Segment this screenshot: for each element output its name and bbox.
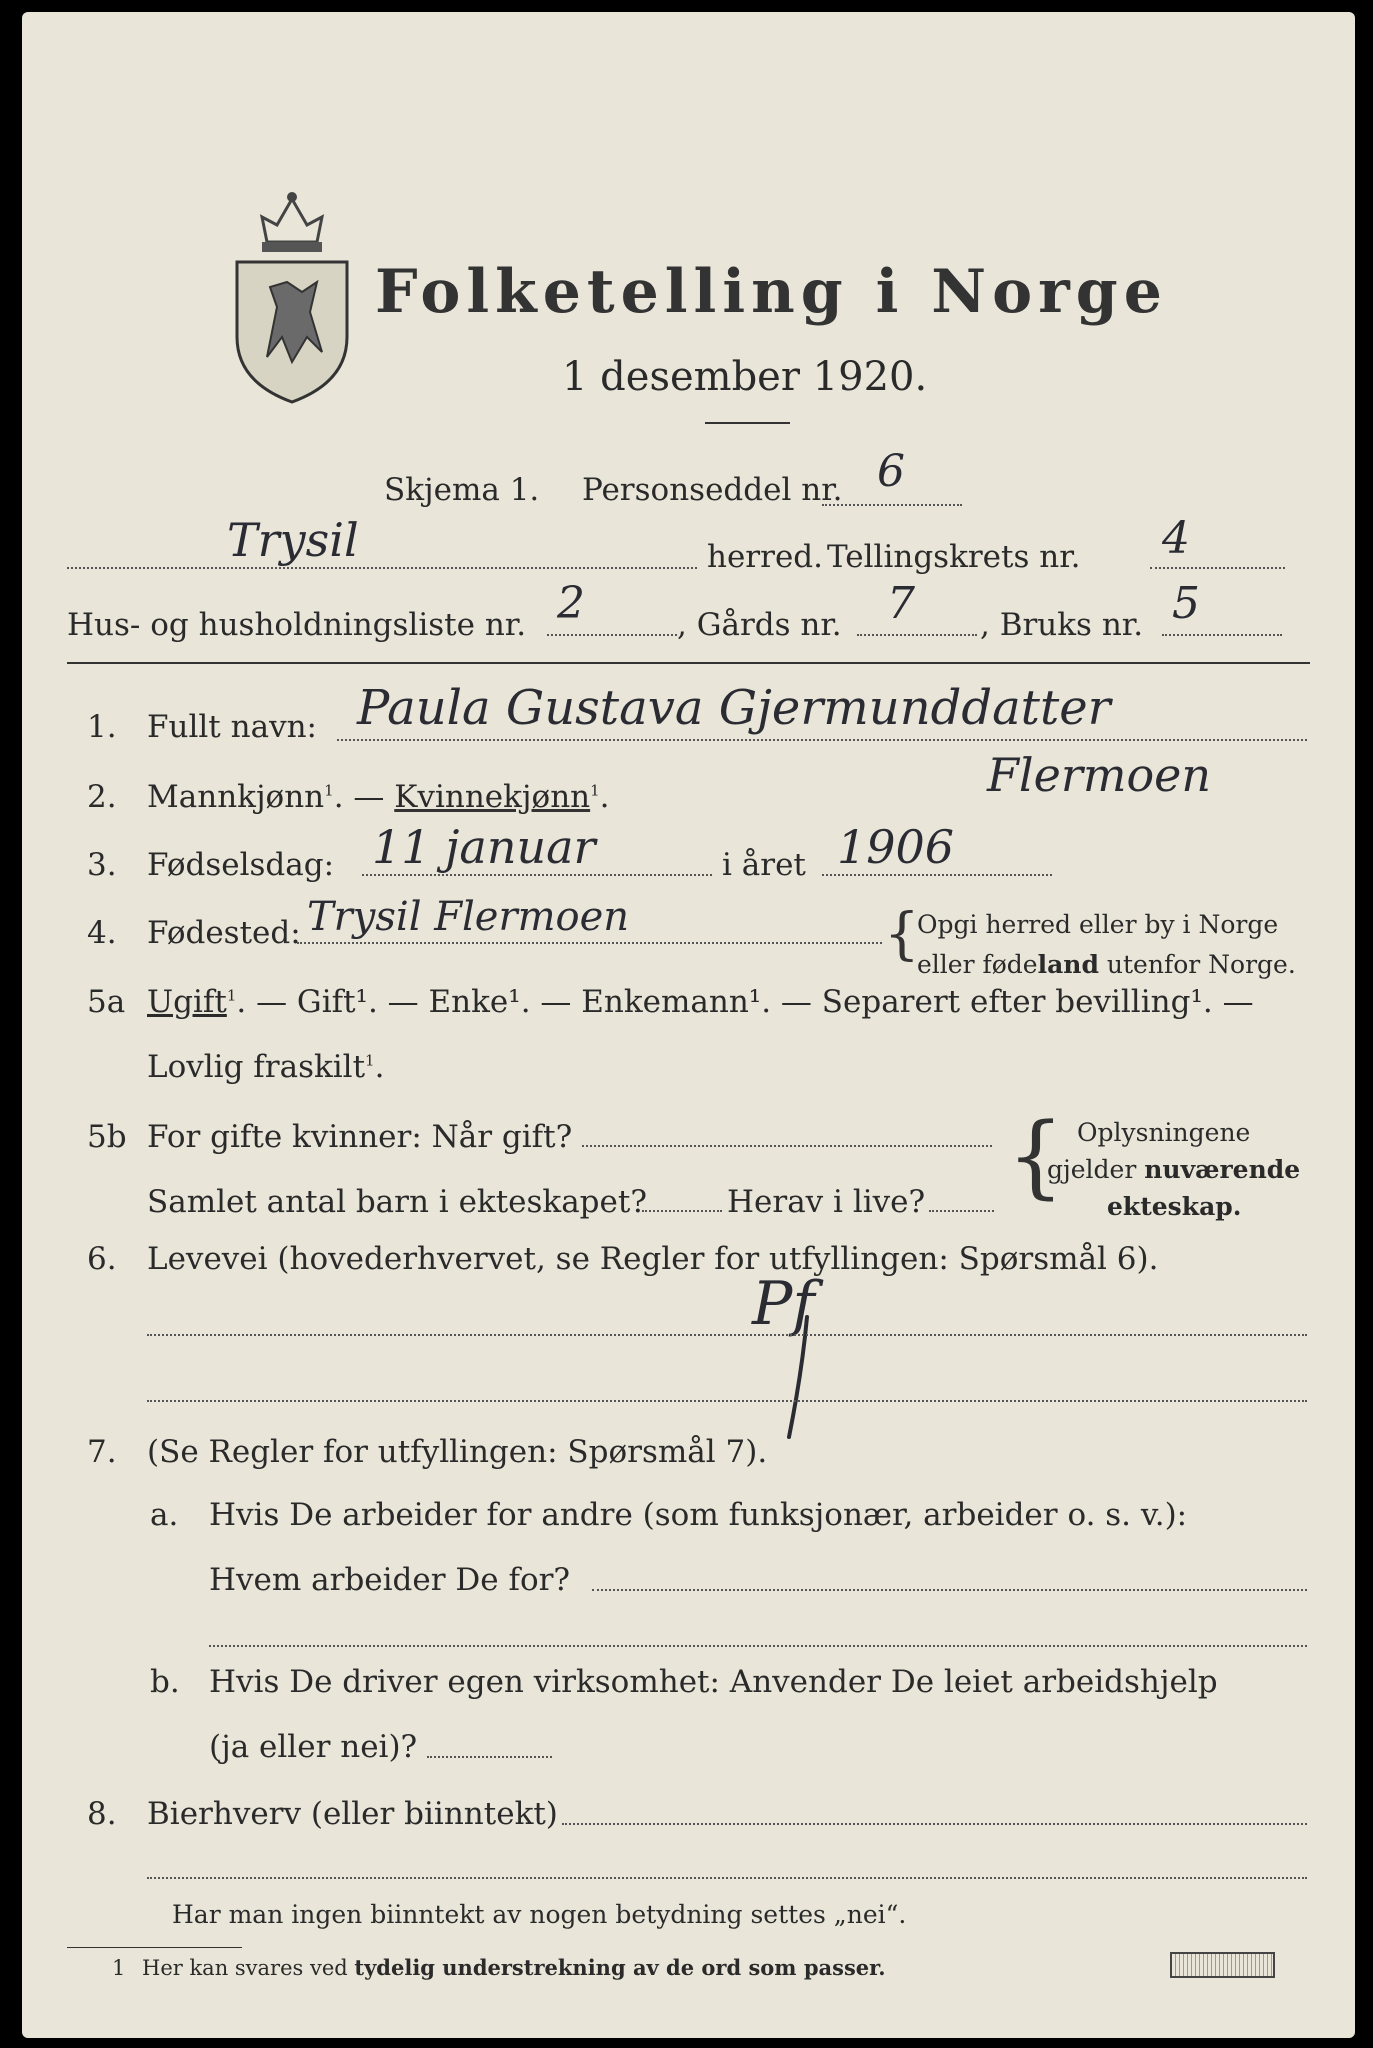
personseddel-label: Personseddel nr. xyxy=(582,472,843,508)
q5b-note-1: Oplysningene xyxy=(1077,1118,1251,1147)
q4-label: Fødested: xyxy=(147,915,301,951)
q4-value: Trysil Flermoen xyxy=(307,894,630,940)
coat-of-arms-icon xyxy=(222,187,362,407)
personseddel-value: 6 xyxy=(877,446,905,497)
husliste-label: Hus- og husholdningsliste nr. xyxy=(67,607,527,643)
q7b-label: Hvis De driver egen virksomhet: Anvender De leiet arbeidshjelp xyxy=(209,1664,1218,1700)
q1-line xyxy=(337,739,1307,741)
q8-line-2 xyxy=(147,1877,1307,1879)
q7a-line-1 xyxy=(592,1589,1307,1591)
q7a-label: Hvis De arbeider for andre (som funksjonær, arbeider o. s. v.): xyxy=(209,1497,1188,1533)
q5a-label-2: Lovlig fraskilt$^1$. xyxy=(147,1049,385,1085)
q7-number: 7. xyxy=(87,1434,117,1470)
q3-year-value: 1906 xyxy=(837,820,955,874)
q5b-brace: { xyxy=(1007,1104,1065,1209)
herred-label: herred. xyxy=(707,539,823,575)
footnote-divider xyxy=(67,1947,242,1948)
husliste-value: 2 xyxy=(557,578,585,629)
q7a-who-label: Hvem arbeider De for? xyxy=(209,1562,571,1598)
q3-label: Fødselsdag: xyxy=(147,847,335,883)
printer-stamp xyxy=(1170,1952,1275,1978)
q1-label: Fullt navn: xyxy=(147,709,317,745)
q7b-letter: b. xyxy=(150,1664,180,1700)
skjema-label: Skjema 1. xyxy=(384,472,540,508)
q7-label: (Se Regler for utfyllingen: Spørsmål 7). xyxy=(147,1434,768,1470)
q6-label: Levevei (hovederhvervet, se Regler for utfyllingen: Spørsmål 6). xyxy=(147,1241,1159,1277)
q5b-alive-line xyxy=(929,1210,994,1212)
q3-year-line xyxy=(822,874,1052,876)
herred-line xyxy=(67,567,697,569)
title-divider xyxy=(705,422,790,424)
q8-line-1 xyxy=(562,1823,1307,1825)
gards-label: , Gårds nr. xyxy=(677,607,842,643)
footnote-text: Her kan svares ved tydelig understrekning av de ord som passer. xyxy=(142,1955,886,1980)
herred-value: Trysil xyxy=(227,513,359,567)
husliste-line xyxy=(547,634,677,636)
q5b-children-line xyxy=(642,1210,722,1212)
tellingskrets-value: 4 xyxy=(1162,513,1190,564)
q3-day-value: 11 januar xyxy=(372,820,596,874)
q4-note-2: eller fødeland utenfor Norge. xyxy=(917,950,1296,979)
q5a-number: 5a xyxy=(87,984,126,1020)
footer-note: Har man ingen biinntekt av nogen betydning settes „nei“. xyxy=(172,1900,907,1929)
q4-note-1: Opgi herred eller by i Norge xyxy=(917,910,1279,939)
q5a-label: Ugift$^1$. — Gift¹. — Enke¹. — Enkemann¹. — Separert efter bevilling¹. — xyxy=(147,984,1254,1020)
q6-line-1 xyxy=(147,1334,1307,1336)
personseddel-line xyxy=(822,504,962,506)
tellingskrets-line xyxy=(1150,567,1285,569)
bruks-line xyxy=(1162,634,1282,636)
bruks-label: , Bruks nr. xyxy=(980,607,1144,643)
q5b-alive-label: Herav i live? xyxy=(727,1184,926,1220)
q3-year-label: i året xyxy=(722,847,806,883)
q5b-note-3: ekteskap. xyxy=(1107,1192,1242,1221)
q5b-line xyxy=(582,1145,992,1147)
q5b-number: 5b xyxy=(87,1119,127,1155)
q7b-yesno-label: (ja eller nei)? xyxy=(209,1729,418,1765)
q6-pen-stroke xyxy=(777,1312,817,1442)
header-divider xyxy=(67,662,1310,664)
q5b-label: For gifte kvinner: Når gift? xyxy=(147,1119,573,1155)
gards-value: 7 xyxy=(887,578,915,629)
q7a-line-2 xyxy=(209,1645,1307,1647)
q3-number: 3. xyxy=(87,847,117,883)
q4-line xyxy=(297,942,882,944)
q1-value: Paula Gustava Gjermunddatter xyxy=(357,680,1111,736)
q1-value-extra: Flermoen xyxy=(987,748,1212,802)
q6-line-2 xyxy=(147,1400,1307,1402)
q7a-letter: a. xyxy=(150,1497,179,1533)
gards-line xyxy=(857,634,977,636)
q2-label: Mannkjønn$^1$. — Kvinnekjønn$^1$. xyxy=(147,779,610,815)
q2-number: 2. xyxy=(87,779,117,815)
form-title: Folketelling i Norge xyxy=(375,257,1168,327)
q8-label: Bierhverv (eller biinntekt) xyxy=(147,1796,558,1832)
q5b-children-label: Samlet antal barn i ekteskapet? xyxy=(147,1184,647,1220)
census-form-sheet xyxy=(22,12,1355,2038)
form-date: 1 desember 1920. xyxy=(562,354,928,400)
q7b-line xyxy=(427,1756,552,1758)
bruks-value: 5 xyxy=(1172,578,1200,629)
q8-number: 8. xyxy=(87,1796,117,1832)
q6-number: 6. xyxy=(87,1241,117,1277)
tellingskrets-label: Tellingskrets nr. xyxy=(827,539,1081,575)
q6-value: Pf xyxy=(752,1269,815,1339)
footnote-marker: 1 xyxy=(112,1956,126,1980)
q4-number: 4. xyxy=(87,915,117,951)
q3-day-line xyxy=(362,874,712,876)
q5b-note-2: gjelder nuværende xyxy=(1047,1155,1301,1184)
q4-brace: { xyxy=(884,902,920,967)
q1-number: 1. xyxy=(87,709,117,745)
